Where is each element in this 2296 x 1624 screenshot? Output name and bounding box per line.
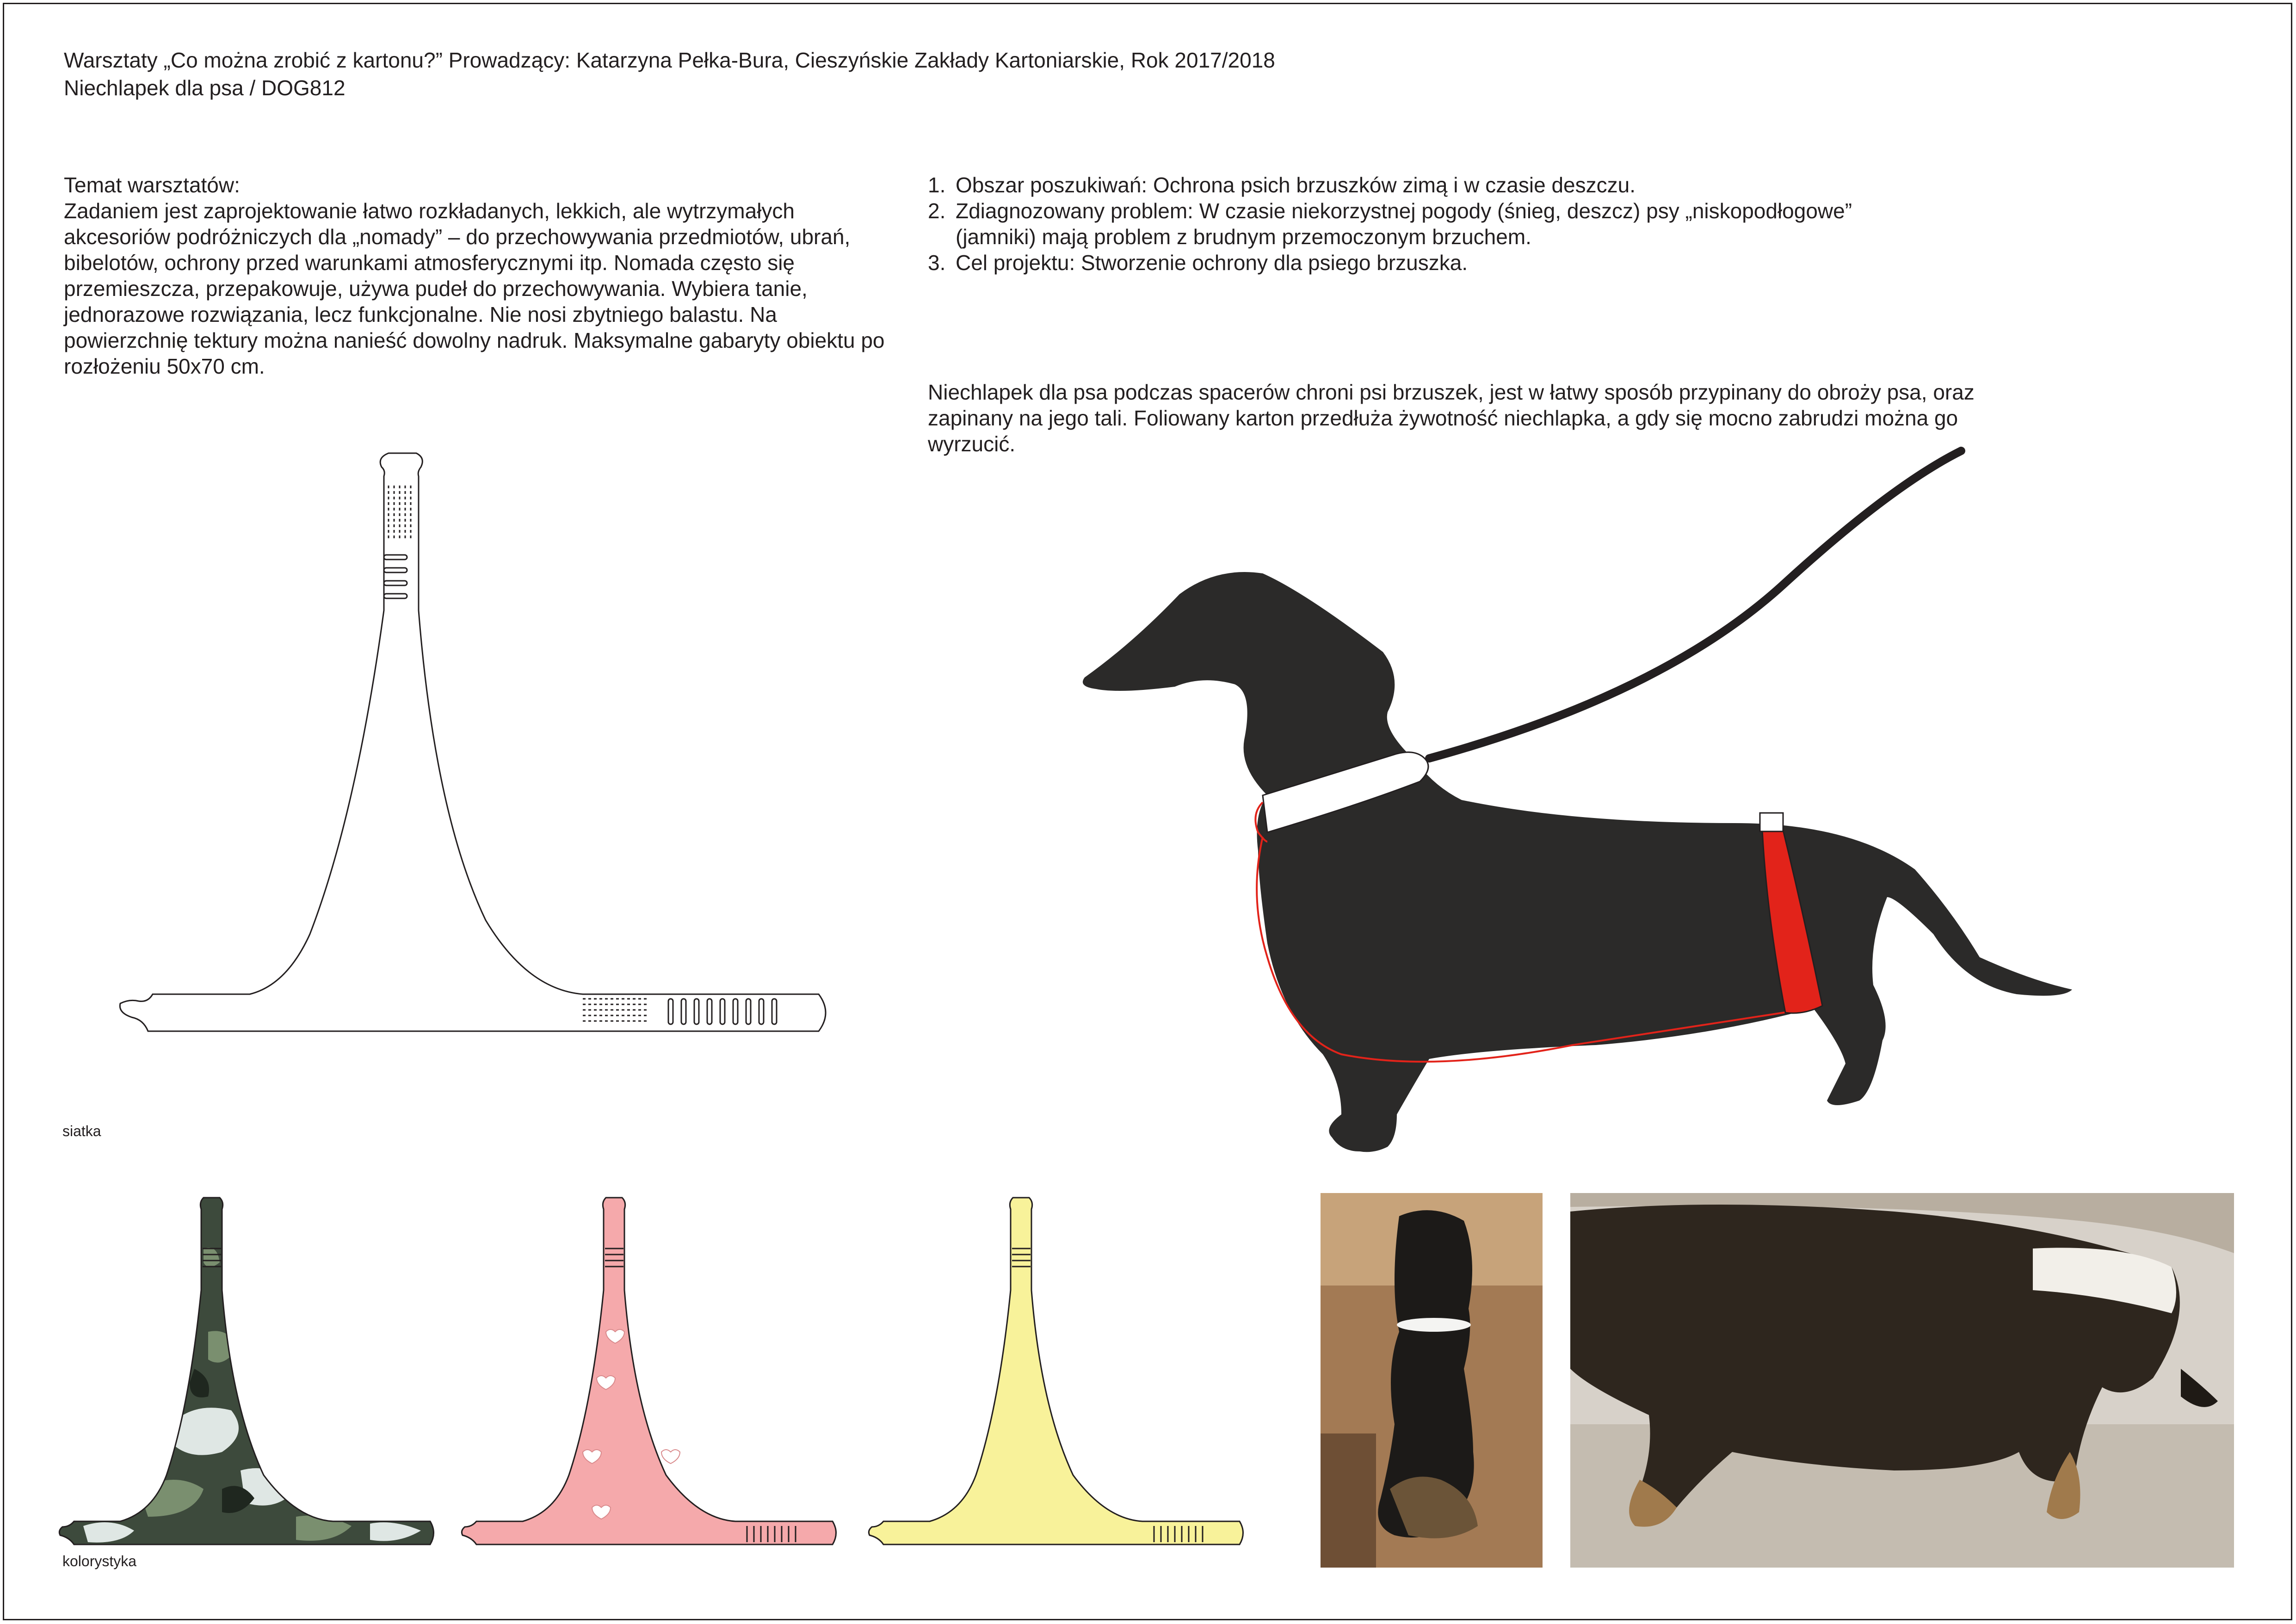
colors-label: kolorystyka — [62, 1553, 137, 1569]
point-2: 2. Zdiagnozowany problem: W czasie niekorzystnej pogody (śnieg, deszcz) psy „niskopodłogowe” (jamniki) mają problem z brudnym przemoczonym brzuchem. — [928, 199, 1852, 249]
photo-dog-top-view — [1321, 1193, 1543, 1568]
variant-camo — [56, 1193, 439, 1554]
product-description: Niechlapek dla psa podczas spacerów chroni psi brzuszek, jest w łatwy sposób przypinany do obroży psa, oraz zapinany na jego tali. Foliowany karton przedłuża żywotność niechlapka, a gdy się mocno zabrudzi można go wyrzucić. — [928, 380, 1975, 456]
theme-section — [64, 172, 896, 379]
collar-band — [1397, 1318, 1471, 1332]
theme-body: Zadaniem jest zaprojektowanie łatwo rozkładanych, lekkich, ale wytrzymałych akcesoriów podróżniczych dla „nomady” – do przechowywania przedmiotów, ubrań, bibelotów, ochrony przed warunkami atmosferycznymi itp. Nomada często się przemieszcza, przepakowuje, używa pudeł do przechowywania. Wybiera tanie, jednorazowe rozwiązania, lecz funkcjonalne. Nie nosi zbytniego balastu. Na powierzchnię tektury można nanieść dowolny nadruk. Maksymalne gabaryty obiektu po rozłożeniu 50x70 cm. — [64, 199, 885, 378]
photo-dog-side-view — [1570, 1193, 2234, 1568]
strap-buckle — [1760, 813, 1783, 831]
dog-silhouette — [1083, 572, 2072, 1152]
variant-yellow — [860, 1193, 1244, 1554]
point-1: 1. Obszar poszukiwań: Ochrona psich brzuszków zimą i w czasie deszczu. — [928, 173, 1636, 197]
net-label: siatka — [62, 1123, 101, 1139]
header-line-2: Niechlapek dla psa / DOG812 — [64, 76, 346, 100]
pattern-net-drawing — [111, 444, 842, 1133]
variant-pink — [458, 1193, 842, 1554]
dog-illustration — [1064, 435, 2220, 1165]
project-points — [928, 172, 1992, 276]
point-3: 3. Cel projektu: Stworzenie ochrony dla psiego brzuszka. — [928, 251, 1468, 275]
header — [64, 46, 1275, 102]
leash — [1429, 451, 1961, 758]
header-line-1: Warsztaty „Co można zrobić z kartonu?” Prowadzący: Katarzyna Pełka-Bura, Cieszyńskie Zakłady Kartoniarskie, Rok 2017/2018 — [64, 48, 1275, 72]
theme-title: Temat warsztatów: — [64, 173, 240, 197]
